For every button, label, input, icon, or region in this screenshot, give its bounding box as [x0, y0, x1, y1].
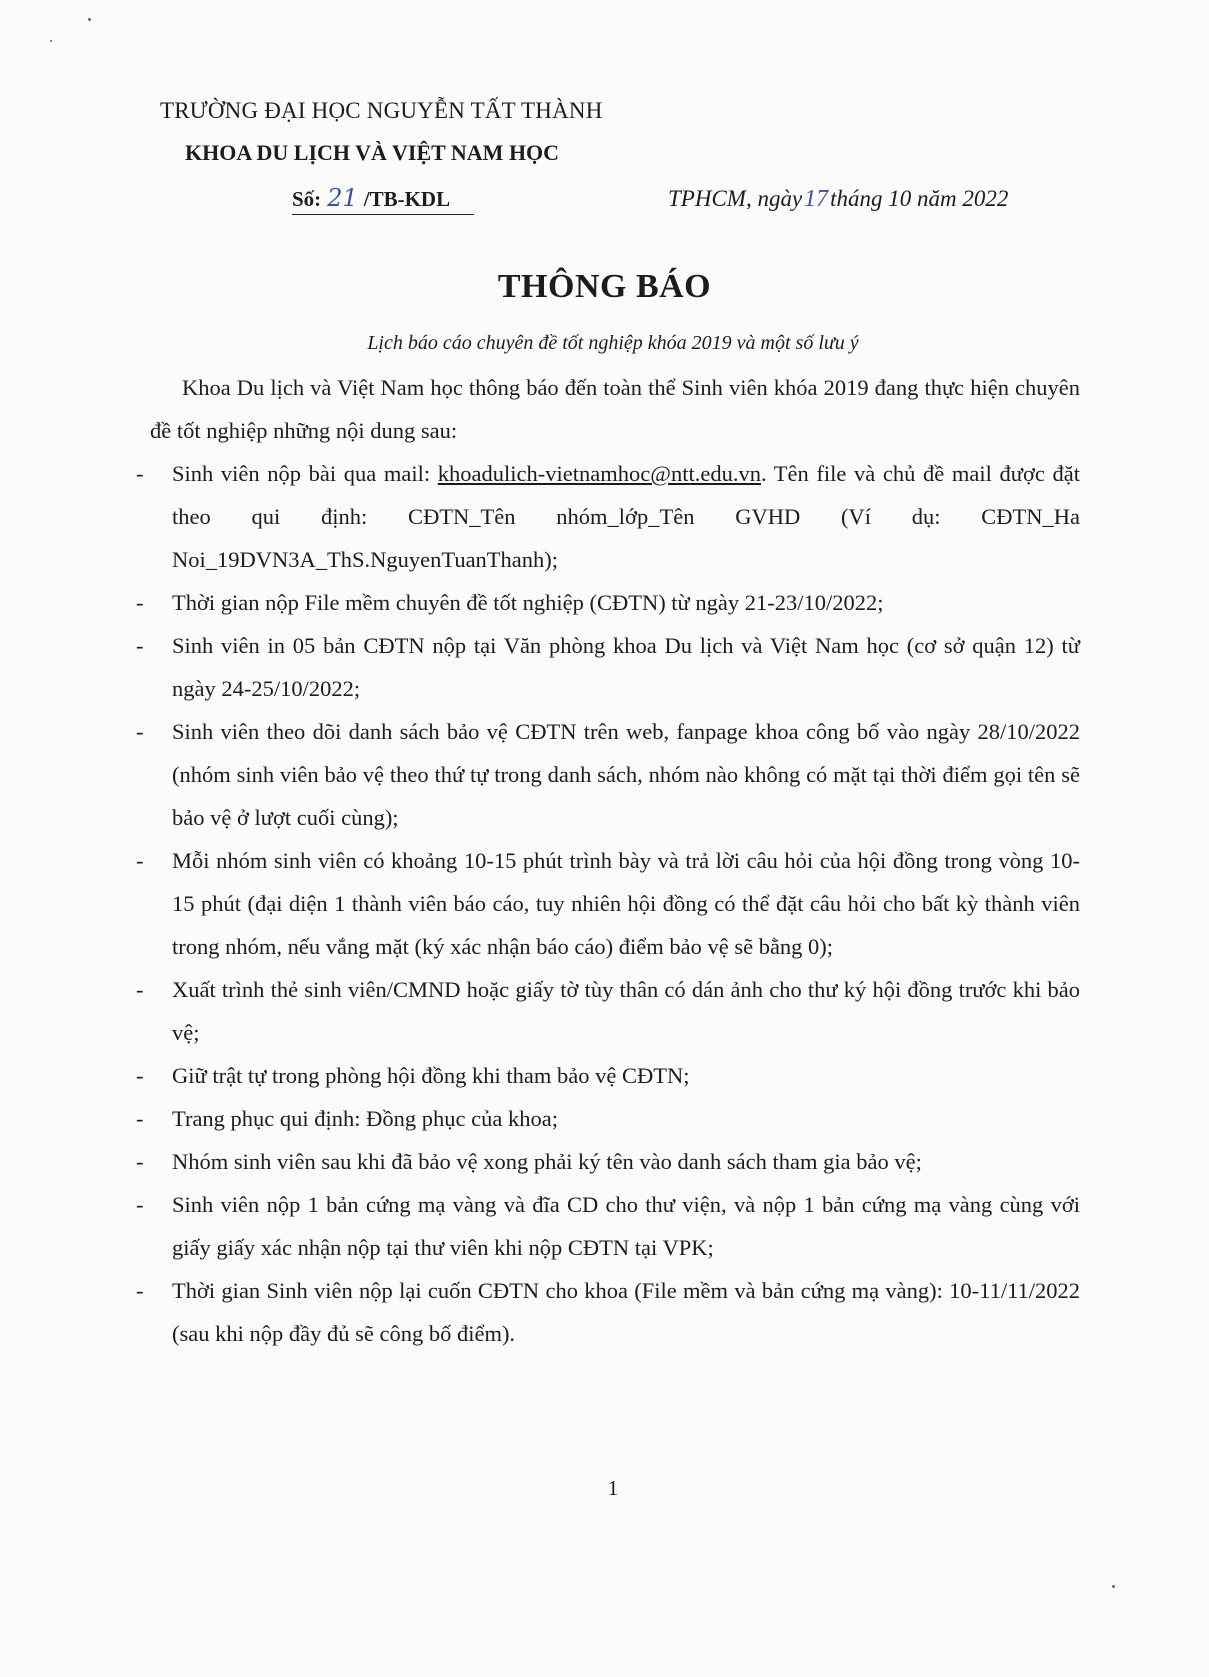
list-item	[136, 1140, 1080, 1183]
list-dash: -	[136, 1149, 144, 1174]
list-dash: -	[136, 590, 144, 615]
school-name: TRƯỜNG ĐẠI HỌC NGUYỄN TẤT THÀNH	[160, 98, 603, 123]
document-number-suffix: /TB-KDL	[363, 187, 451, 211]
list-dash: -	[136, 1278, 144, 1303]
date-day-handwritten: 17	[804, 186, 829, 212]
scan-speck	[1112, 1585, 1115, 1588]
list-dash: -	[136, 719, 144, 744]
list-item	[136, 1054, 1080, 1097]
email-link[interactable]: khoadulich-vietnamhoc@ntt.edu.vn	[437, 461, 761, 486]
list-item	[136, 1097, 1080, 1140]
list-item-text: Sinh viên in 05 bản CĐTN nộp tại Văn phòng khoa Du lịch và Việt Nam học (cơ sở quận 12) từ ngày 24-25/10/2022;	[172, 633, 1080, 701]
list-item-text: Sinh viên theo dõi danh sách bảo vệ CĐTN trên web, fanpage khoa công bố vào ngày 28/10/2022 (nhóm sinh viên bảo vệ theo thứ tự trong danh sách, nhóm nào không có mặt tại thời điểm gọi tên sẽ bảo vệ ở lượt cuối cùng);	[172, 719, 1080, 830]
list-item	[136, 452, 1080, 581]
scan-speck	[50, 40, 52, 42]
list-item-text: Thời gian nộp File mềm chuyên đề tốt nghiệp (CĐTN) từ ngày 21-23/10/2022;	[172, 590, 884, 615]
list-item	[136, 624, 1080, 710]
document-subtitle: Lịch báo cáo chuyên đề tốt nghiệp khóa 2019 và một số lưu ý	[367, 332, 859, 354]
page-number: 1	[607, 1476, 619, 1500]
list-item-text: Nhóm sinh viên sau khi đã bảo vệ xong phải ký tên vào danh sách tham gia bảo vệ;	[172, 1149, 922, 1174]
list-item-text: Sinh viên nộp bài qua mail:	[172, 461, 438, 486]
document-body	[136, 366, 1080, 1355]
scan-speck	[88, 18, 91, 21]
list-item-text: Mỗi nhóm sinh viên có khoảng 10-15 phút trình bày và trả lời câu hỏi của hội đồng trong vòng 10-15 phút (đại diện 1 thành viên báo cáo, tuy nhiên hội đồng có thể đặt câu hỏi cho bất kỳ thành viên trong nhóm, nếu vắng mặt (ký xác nhận báo cáo) điểm bảo vệ sẽ bằng 0);	[172, 848, 1080, 959]
date-prefix: TPHCM, ngày	[668, 186, 803, 211]
list-item-text: Xuất trình thẻ sinh viên/CMND hoặc giấy tờ tùy thân có dán ảnh cho thư ký hội đồng trước khi bảo vệ;	[172, 977, 1080, 1045]
list-item-text: . Tên file và chủ đề mail được đặt theo qui định: CĐTN_Tên nhóm_lớp_Tên GVHD (Ví dụ: CĐTN_Ha Noi_19DVN3A_ThS.NguyenTuanThanh);	[172, 461, 1080, 572]
list-dash: -	[136, 848, 144, 873]
list-item-text: Thời gian Sinh viên nộp lại cuốn CĐTN cho khoa (File mềm và bản cứng mạ vàng): 10-11/11/2022 (sau khi nộp đầy đủ sẽ công bố điểm).	[172, 1278, 1080, 1346]
list-item	[136, 1269, 1080, 1355]
document-number	[292, 184, 474, 215]
list-dash: -	[136, 1063, 144, 1088]
document-date	[668, 186, 1008, 213]
document-title: THÔNG BÁO	[497, 268, 712, 305]
list-item	[136, 968, 1080, 1054]
list-item	[136, 581, 1080, 624]
notice-list	[136, 452, 1080, 1355]
list-item-text: Sinh viên nộp 1 bản cứng mạ vàng và đĩa CD cho thư viện, và nộp 1 bản cứng mạ vàng cùng với giấy giấy xác nhận nộp tại thư viên khi nộp CĐTN tại VPK;	[172, 1192, 1080, 1260]
list-dash: -	[136, 461, 144, 486]
list-item-text: Giữ trật tự trong phòng hội đồng khi tham bảo vệ CĐTN;	[172, 1063, 690, 1088]
list-dash: -	[136, 977, 144, 1002]
list-dash: -	[136, 1192, 144, 1217]
document-number-label: Số:	[292, 187, 322, 211]
date-suffix: tháng 10 năm 2022	[830, 186, 1009, 211]
faculty-name: KHOA DU LỊCH VÀ VIỆT NAM HỌC	[185, 140, 560, 165]
intro-paragraph: Khoa Du lịch và Việt Nam học thông báo đến toàn thể Sinh viên khóa 2019 đang thực hiện chuyên đề tốt nghiệp những nội dung sau:	[150, 375, 1080, 443]
list-dash: -	[136, 633, 144, 658]
list-dash: -	[136, 1106, 144, 1131]
list-item	[136, 1183, 1080, 1269]
list-item-text: Trang phục qui định: Đồng phục của khoa;	[172, 1106, 558, 1131]
list-item	[136, 710, 1080, 839]
document-number-handwritten: 21	[327, 184, 358, 212]
list-item	[136, 839, 1080, 968]
